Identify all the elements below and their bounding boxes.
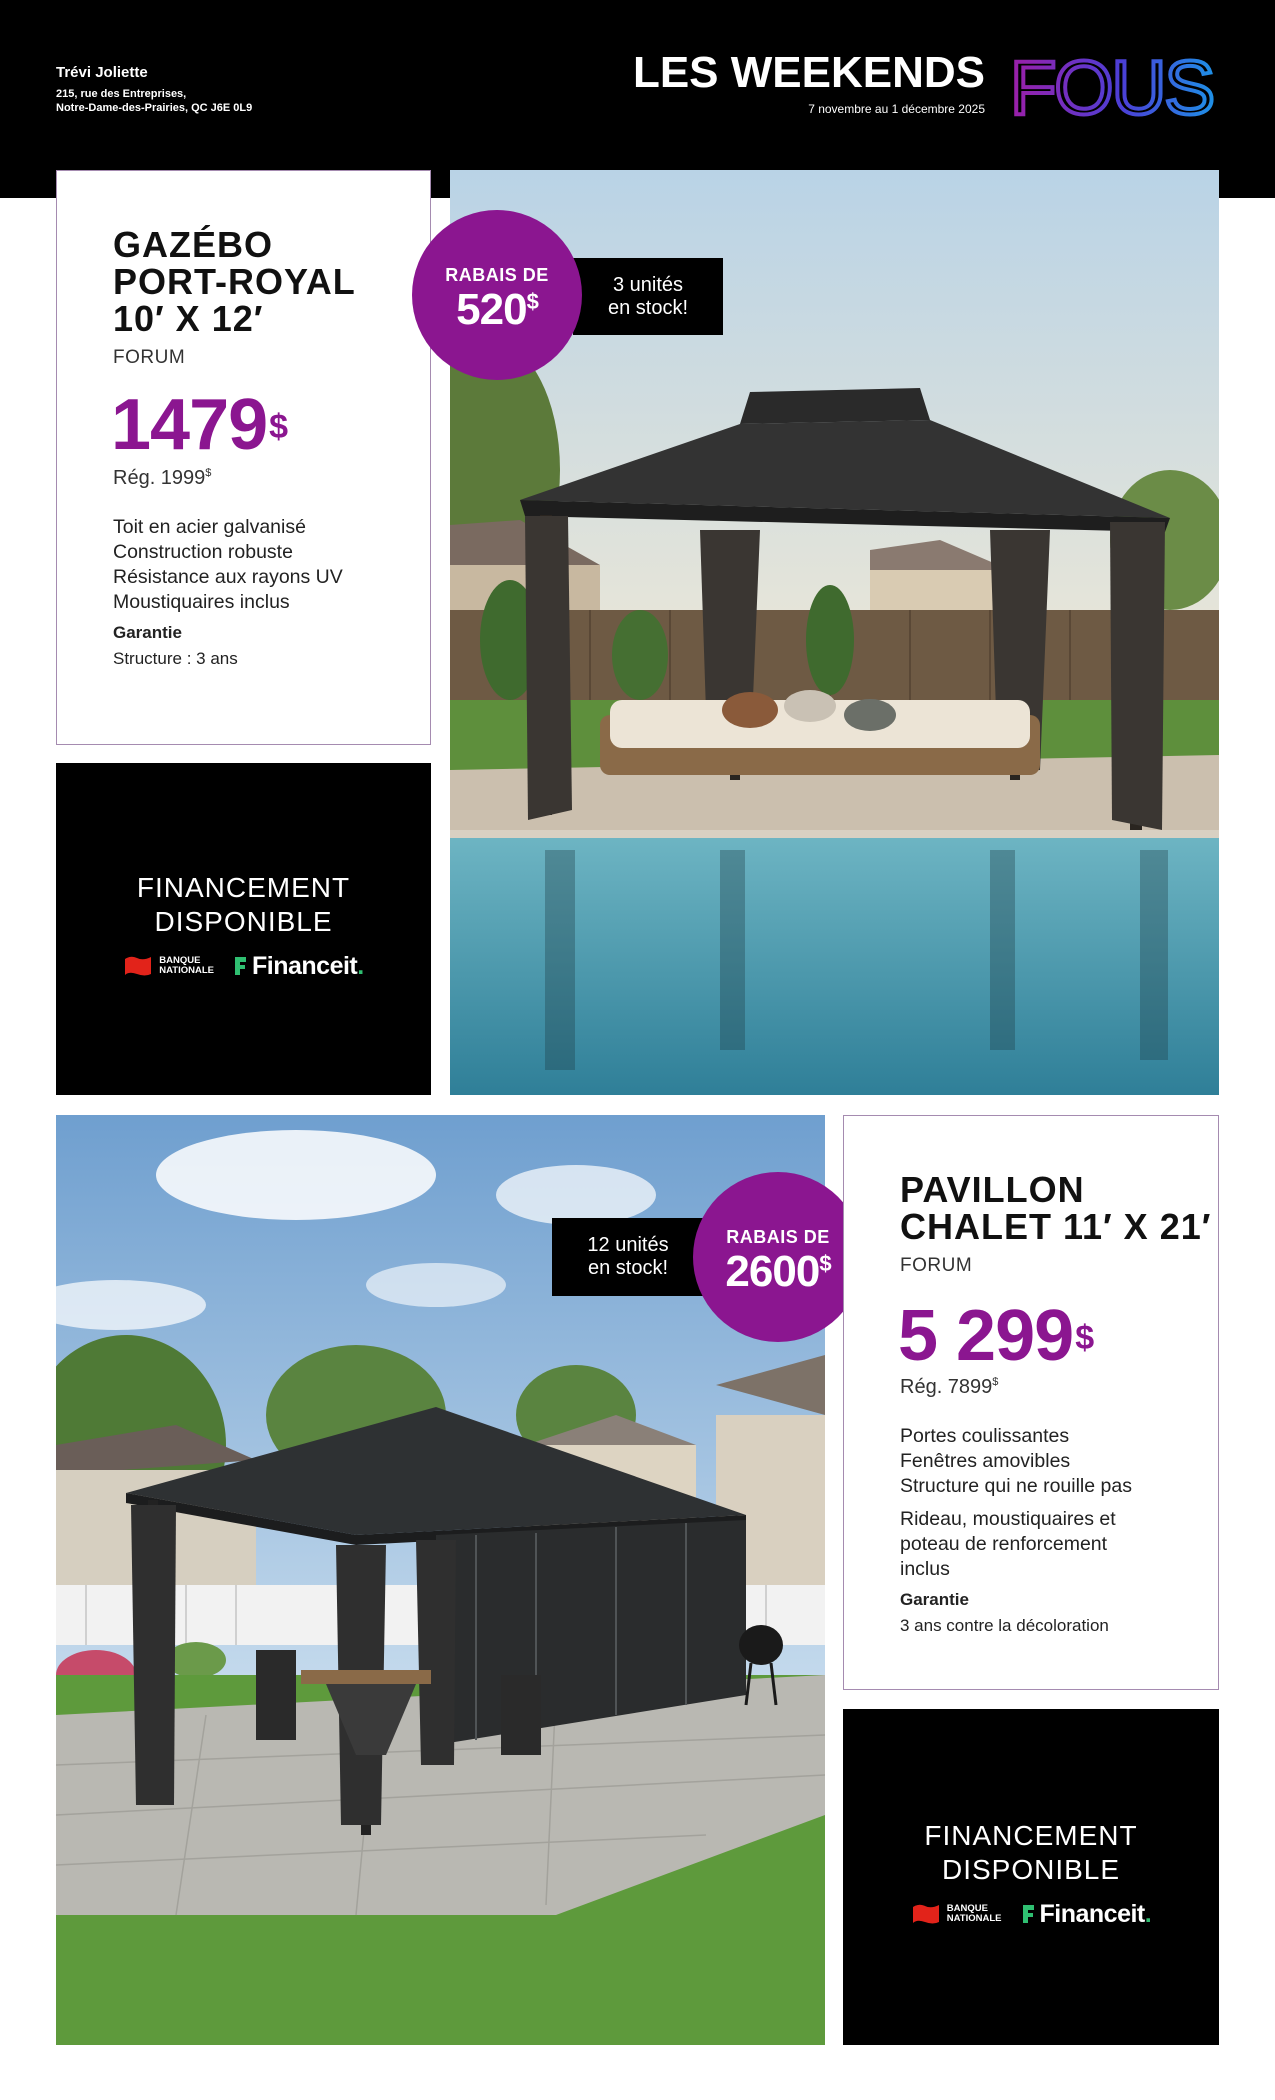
feature-item: inclus <box>900 1558 950 1580</box>
discount-amount <box>693 1247 863 1297</box>
financing-line2: DISPONIBLE <box>941 1854 1121 1885</box>
product-title-line2: PORT-ROYAL <box>113 261 356 302</box>
financeit-mark-icon <box>1020 1903 1036 1925</box>
financeit-mark-icon <box>232 955 248 977</box>
product-title-line3: 10′ X 12′ <box>113 298 264 339</box>
feature-list <box>113 515 343 615</box>
product-title-line2: CHALET 11′ X 21′ <box>900 1206 1212 1247</box>
discount-label: RABAIS DE <box>726 1227 830 1247</box>
promo-dates: 7 novembre au 1 décembre 2025 <box>808 102 985 116</box>
product-title-line1: PAVILLON <box>900 1169 1085 1210</box>
feature-item: Structure qui ne rouille pas <box>900 1475 1132 1497</box>
stock-line2: en stock! <box>607 296 689 319</box>
store-address-line1: 215, rue des Entreprises, <box>56 88 187 100</box>
bank-name-line1: BANQUE <box>946 1903 988 1914</box>
banque-nationale-logo <box>911 1902 1002 1926</box>
price-value: 1479 <box>111 385 268 465</box>
warranty-label: Garantie <box>900 1590 969 1609</box>
product-price <box>898 1296 1094 1376</box>
discount-currency: $ <box>819 1251 831 1276</box>
financeit-dot: . <box>1144 1899 1152 1928</box>
stock-line1: 3 unités <box>612 273 684 296</box>
warranty-value: Structure : 3 ans <box>113 649 238 668</box>
financing-line1: FINANCEMENT <box>924 1820 1138 1851</box>
stock-badge <box>573 258 723 335</box>
discount-amount <box>412 285 582 335</box>
feature-item: Résistance aux rayons UV <box>113 566 343 588</box>
bank-name-line1: BANQUE <box>159 955 201 966</box>
product-brand: FORUM <box>113 347 186 368</box>
product-brand: FORUM <box>900 1255 973 1276</box>
bank-name-line2: NATIONALE <box>159 965 214 976</box>
product-title-line1: GAZÉBO <box>113 224 274 265</box>
store-info <box>56 64 252 115</box>
financing-logos <box>56 951 431 981</box>
feature-item: Fenêtres amovibles <box>900 1450 1071 1472</box>
regular-price-currency: $ <box>205 467 212 479</box>
financeit-dot: . <box>357 951 364 980</box>
regular-price <box>113 467 211 490</box>
financeit-text: Financeit <box>1039 1899 1145 1928</box>
discount-badge <box>412 210 582 380</box>
feature-item: Portes coulissantes <box>900 1425 1070 1447</box>
stock-line2: en stock! <box>587 1257 669 1279</box>
discount-value: 2600 <box>725 1247 820 1296</box>
stock-line1: 12 unités <box>587 1234 669 1256</box>
feature-item: Rideau, moustiquaires et <box>900 1508 1116 1530</box>
feature-item: Toit en acier galvanisé <box>113 516 306 538</box>
discount-currency: $ <box>526 289 538 314</box>
regular-price <box>900 1376 998 1399</box>
product-price <box>111 385 288 465</box>
financeit-text: Financeit <box>252 951 358 980</box>
bank-name-line2: NATIONALE <box>946 1913 1002 1924</box>
price-currency: $ <box>1075 1319 1094 1357</box>
bank-flag-icon <box>911 1902 941 1926</box>
feature-item: Construction robuste <box>113 541 293 563</box>
feature-item: Moustiquaires inclus <box>113 591 290 613</box>
store-name: Trévi Joliette <box>56 64 148 81</box>
product-card-gazebo <box>56 170 431 745</box>
financeit-logo <box>1020 1900 1152 1929</box>
financing-line2: DISPONIBLE <box>154 906 333 937</box>
feature-list <box>900 1424 1132 1582</box>
financing-box <box>56 763 431 1095</box>
financing-line1: FINANCEMENT <box>136 872 351 903</box>
discount-label: RABAIS DE <box>445 265 549 285</box>
promo-title: LES WEEKENDS <box>632 48 985 97</box>
feature-item: poteau de renforcement <box>900 1533 1108 1555</box>
price-value: 5 299 <box>898 1296 1074 1376</box>
financing-box <box>843 1709 1219 2045</box>
regular-price-value: Rég. 7899 <box>900 1376 993 1398</box>
price-currency: $ <box>269 408 288 446</box>
warranty-label: Garantie <box>113 623 182 642</box>
banque-nationale-logo <box>123 954 214 978</box>
warranty-value: 3 ans contre la décoloration <box>900 1616 1109 1635</box>
product-card-pavillon <box>843 1115 1219 1690</box>
financeit-logo <box>232 952 364 981</box>
fous-logo-text: FOUS <box>1010 50 1214 124</box>
stock-badge <box>552 1218 704 1296</box>
fous-logo <box>1008 50 1223 124</box>
bank-flag-icon <box>123 954 153 978</box>
page-header <box>0 0 1275 198</box>
financing-logos <box>843 1899 1219 1929</box>
discount-badge <box>693 1172 863 1342</box>
regular-price-currency: $ <box>992 1376 999 1388</box>
discount-value: 520 <box>456 285 527 334</box>
store-address-line2: Notre-Dame-des-Prairies, QC J6E 0L9 <box>56 102 253 114</box>
regular-price-value: Rég. 1999 <box>113 467 206 489</box>
